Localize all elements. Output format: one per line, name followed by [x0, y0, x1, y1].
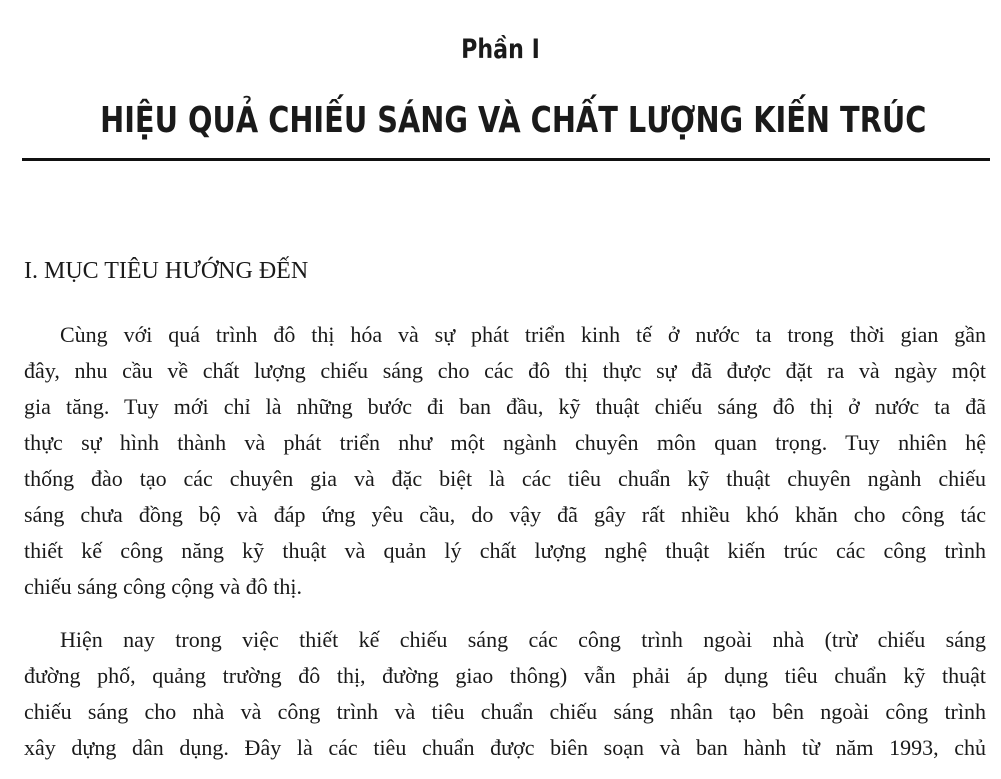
paragraph-line: xây dựng dân dụng. Đây là các tiêu chuẩn được biên soạn và ban hành từ năm 1993, chủ [24, 735, 986, 760]
paragraph-line: thiết kế công năng kỹ thuật và quản lý chất lượng nghệ thuật kiến trúc các công trình [24, 538, 986, 563]
paragraph-1 [24, 317, 986, 605]
paragraph-line: thống đào tạo các chuyên gia và đặc biệt là các tiêu chuẩn kỹ thuật chuyên ngành chiếu [24, 466, 986, 491]
paragraph-line: Hiện nay trong việc thiết kế chiếu sáng các công trình ngoài nhà (trừ chiếu sáng [60, 627, 986, 652]
paragraph-line: đây, nhu cầu về chất lượng chiếu sáng cho các đô thị thực sự đã được đặt ra và ngày một [24, 358, 986, 383]
title-divider [22, 158, 990, 161]
paragraph-line: gia tăng. Tuy mới chỉ là những bước đi ban đầu, kỹ thuật chiếu sáng đô thị ở nước ta đã [24, 394, 986, 419]
section-heading: I. MỤC TIÊU HƯỚNG ĐẾN [24, 258, 309, 284]
paragraph-line: đường phố, quảng trường đô thị, đường giao thông) vẫn phải áp dụng tiêu chuẩn kỹ thuật [24, 663, 986, 688]
paragraph-line: Cùng với quá trình đô thị hóa và sự phát triển kinh tế ở nước ta trong thời gian gần [60, 322, 986, 347]
chapter-title: HIỆU QUẢ CHIẾU SÁNG VÀ CHẤT LƯỢNG KIẾN TRÚC [100, 100, 927, 141]
paragraph-line: chiếu sáng cho nhà và công trình và tiêu chuẩn chiếu sáng nhân tạo bên ngoài công trình [24, 699, 986, 724]
paragraph-line: sáng chưa đồng bộ và đáp ứng yêu cầu, do vậy đã gây rất nhiều khó khăn cho công tác [24, 502, 986, 527]
paragraph-line: chiếu sáng công cộng và đô thị. [24, 574, 302, 599]
paragraph-line: thực sự hình thành và phát triển như một ngành chuyên môn quan trọng. Tuy nhiên hệ [24, 430, 986, 455]
part-label: Phần I [461, 34, 540, 65]
paragraph-2 [24, 622, 986, 766]
